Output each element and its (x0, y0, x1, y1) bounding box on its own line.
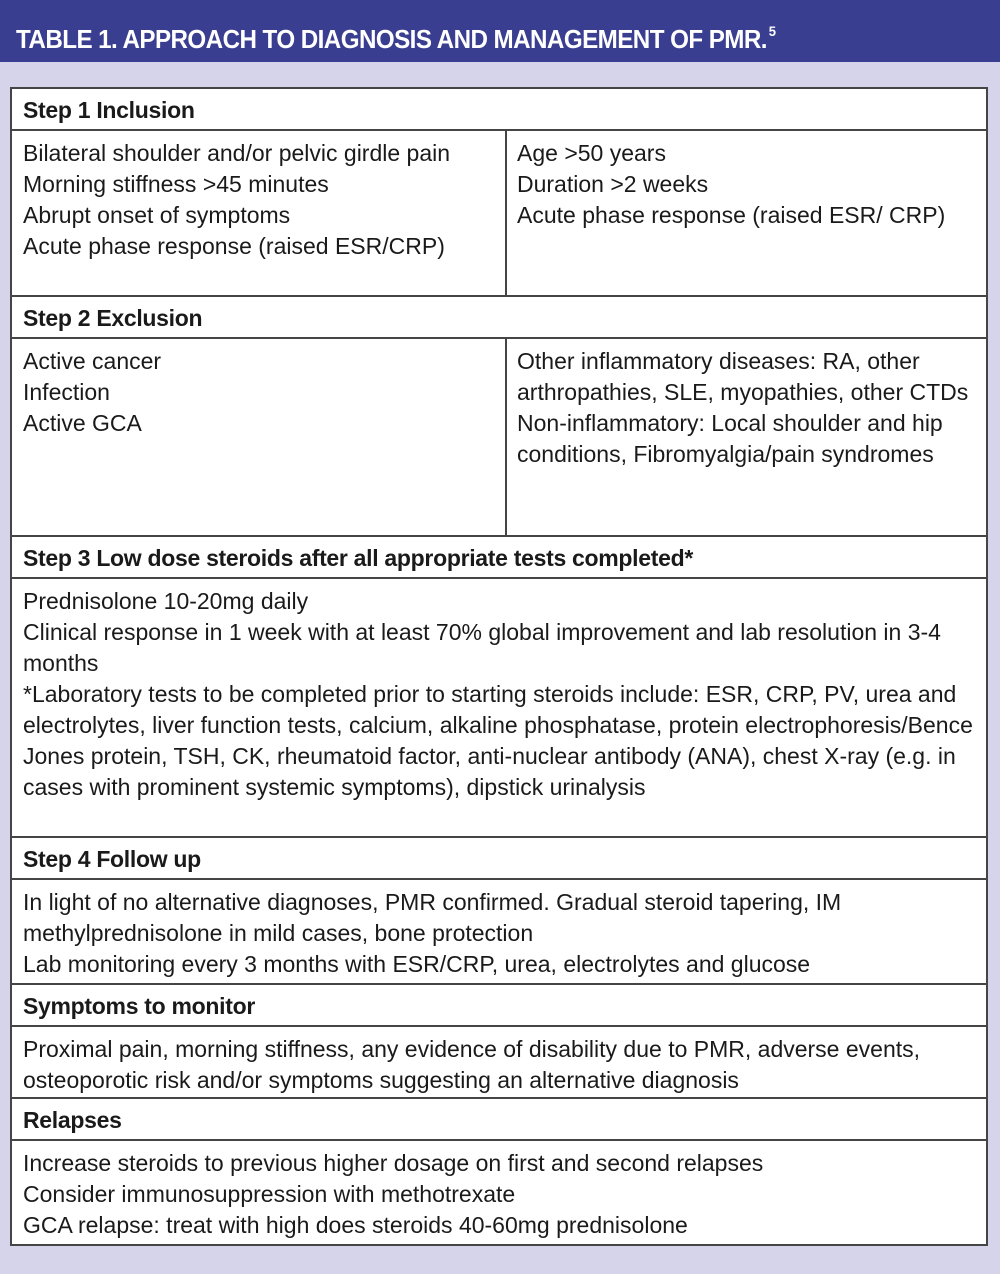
step4-heading: Step 4 Follow up (12, 838, 986, 880)
step3-line: Clinical response in 1 week with at least 70% global improvement and lab resolution in 3-4 months (23, 619, 941, 676)
title-footnote-ref: 5 (768, 23, 776, 39)
step2-exclusion-right (507, 339, 986, 535)
step3-heading: Step 3 Low dose steroids after all appropriate tests completed* (12, 537, 986, 579)
step3-content-row (12, 579, 986, 838)
step4-content-row (12, 880, 986, 985)
criteria-item: Acute phase response (raised ESR/CRP) (23, 233, 445, 259)
relapses-heading: Relapses (12, 1099, 986, 1141)
step1-clinical-criteria (12, 131, 507, 295)
table-title-bar (0, 0, 1000, 62)
exclusion-item: Active cancer (23, 348, 162, 374)
symptoms-content-row (12, 1027, 986, 1099)
step1-criteria-row (12, 131, 986, 297)
step4-line: Lab monitoring every 3 months with ESR/CRP, urea, electrolytes and glucose (23, 951, 811, 977)
step3-content (12, 579, 986, 809)
relapses-line: Consider immunosuppression with methotrexate (23, 1181, 516, 1207)
symptoms-content (12, 1027, 986, 1102)
exclusion-item: Non-inflammatory: Local shoulder and hip conditions, Fibromyalgia/pain syndromes (517, 410, 943, 467)
criteria-item: Abrupt onset of symptoms (23, 202, 291, 228)
step4-line: In light of no alternative diagnoses, PMR confirmed. Gradual steroid tapering, IM methylprednisolone in mild cases, bone protection (23, 889, 842, 946)
exclusion-item: Active GCA (23, 410, 142, 436)
pmr-management-table (10, 87, 988, 1246)
step1-heading: Step 1 Inclusion (12, 89, 986, 131)
exclusion-item: Infection (23, 379, 110, 405)
criteria-item: Acute phase response (raised ESR/ CRP) (517, 202, 946, 228)
criteria-item: Bilateral shoulder and/or pelvic girdle pain (23, 140, 451, 166)
criteria-item: Morning stiffness >45 minutes (23, 171, 329, 197)
step2-exclusion-row (12, 339, 986, 537)
symptoms-line: Proximal pain, morning stiffness, any evidence of disability due to PMR, adverse events, osteoporotic risk and/or symptoms suggesting an alternative diagnosis (23, 1036, 921, 1093)
relapses-line: GCA relapse: treat with high does steroids 40-60mg prednisolone (23, 1212, 688, 1238)
relapses-content-row (12, 1141, 986, 1244)
step2-exclusion-left (12, 339, 507, 535)
relapses-line: Increase steroids to previous higher dosage on first and second relapses (23, 1150, 764, 1176)
exclusion-item: Other inflammatory diseases: RA, other arthropathies, SLE, myopathies, other CTDs (517, 348, 969, 405)
step4-content (12, 880, 986, 986)
symptoms-heading: Symptoms to monitor (12, 985, 986, 1027)
table-title-text: TABLE 1. APPROACH TO DIAGNOSIS AND MANAGEMENT OF PMR. (16, 24, 767, 54)
step3-footnote: *Laboratory tests to be completed prior to starting steroids include: ESR, CRP, PV, urea and electrolytes, liver function tests, calcium, alkaline phosphatase, protein electrophoresis/Bence Jones protein, TSH, CK, rheumatoid factor, anti-nuclear antibody (ANA), chest X-ray (e.g. in cases with prominent systemic symptoms), dipstick urinalysis (23, 681, 973, 800)
relapses-content (12, 1141, 986, 1247)
step3-line: Prednisolone 10-20mg daily (23, 588, 309, 614)
step1-demographic-criteria (507, 131, 986, 295)
step2-heading: Step 2 Exclusion (12, 297, 986, 339)
criteria-item: Age >50 years (517, 140, 666, 166)
table-title (16, 0, 775, 70)
criteria-item: Duration >2 weeks (517, 171, 709, 197)
